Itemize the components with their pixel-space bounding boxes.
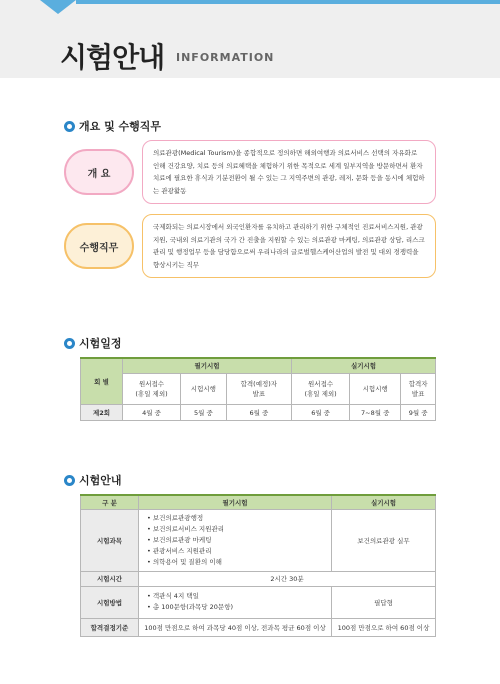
guide-method-written — [139, 586, 332, 618]
header-accent-line — [76, 0, 500, 4]
section-overview-heading — [64, 118, 161, 134]
list-item: • 보건의료관광행정 — [147, 513, 204, 522]
list-item: • 관광서비스 지원관리 — [147, 546, 212, 555]
schedule-cell: 6월 중 — [226, 404, 291, 420]
guide-subjects-written — [139, 509, 332, 571]
list-item: • 의학용어 및 질환의 이해 — [147, 557, 222, 566]
schedule-round: 제2회 — [81, 404, 123, 420]
guide-pass-written: 100점 만점으로 하여 과목당 40점 이상, 전과목 평균 60점 이상 — [139, 618, 332, 636]
overview-text: 의료관광(Medical Tourism)을 종합적으로 정의하면 해외여행과 의료서비스 선택의 자유화로 인해 건강요양, 치료 등의 의료혜택을 체험하기 위한 목적으로 세계 일부지역을 방문하면서 환자치료에 필요한 휴식과 기분전환이 될 수 있는 그 지역주변의 관광, 레저, 문화 등을 동시에 체험하는 관광활동 — [142, 140, 436, 204]
page-title: 시험안내 — [60, 41, 165, 74]
schedule-cell: 9월 중 — [401, 404, 436, 420]
schedule-col-header: 원서접수 (휴일 제외) — [292, 373, 350, 404]
guide-pass-label: 합격결정기준 — [81, 618, 139, 636]
guide-method-practical: 필답형 — [332, 586, 436, 618]
page-subtitle: INFORMATION — [176, 51, 275, 64]
section-schedule-heading — [64, 335, 122, 351]
section-title: 시험일정 — [79, 337, 122, 350]
table-row — [81, 618, 436, 636]
guide-pass-practical: 100점 만점으로 하여 60점 이상 — [332, 618, 436, 636]
list-item: • 객관식 4지 택일 — [147, 592, 199, 600]
overview-badge: 개 요 — [64, 149, 134, 195]
overview-item — [64, 140, 436, 204]
duty-badge: 수행직무 — [64, 223, 134, 269]
schedule-cell: 4월 중 — [123, 404, 181, 420]
section-title: 개요 및 수행직무 — [79, 120, 162, 133]
schedule-col-header: 합격(예정)자 발표 — [226, 373, 291, 404]
schedule-table — [80, 357, 436, 421]
table-row — [81, 571, 436, 586]
guide-practical-header: 실기시험 — [332, 495, 436, 509]
section-title: 시험안내 — [79, 474, 122, 487]
section-bullet-icon — [64, 121, 75, 132]
guide-time-value: 2시간 30분 — [139, 571, 436, 586]
list-item: • 보건의료관광 마케팅 — [147, 535, 212, 544]
guide-method-label: 시험방법 — [81, 586, 139, 618]
schedule-col-header: 원서접수 (휴일 제외) — [123, 373, 181, 404]
list-item: • 보건의료서비스 지원관리 — [147, 524, 225, 533]
header-notch — [40, 0, 76, 14]
guide-category-header: 구 분 — [81, 495, 139, 509]
schedule-col-header: 시험시행 — [181, 373, 227, 404]
section-bullet-icon — [64, 338, 75, 349]
schedule-written-header: 필기시험 — [123, 358, 292, 373]
guide-written-header: 필기시험 — [139, 495, 332, 509]
guide-time-label: 시험시간 — [81, 571, 139, 586]
list-item: • 총 100문항(과목당 20문항) — [147, 603, 234, 611]
schedule-round-header: 회 별 — [81, 358, 123, 404]
duty-text: 국제화되는 의료시장에서 외국인환자를 유치하고 관리하기 위한 구체적인 진료서비스지원, 관광지원, 국내외 의료기관의 국가 간 진출을 지원할 수 있는 의료관광 마케팅, 의료관광 상담, 리스크 관리 및 행정업무 등을 담당함으로써 우리나라의 글로벌헬스케어산업의 발전 및 대외 경쟁력을 향상시키는 직무 — [142, 214, 436, 278]
schedule-cell: 7~8월 중 — [350, 404, 401, 420]
schedule-cell: 5월 중 — [181, 404, 227, 420]
schedule-practical-header: 실기시험 — [292, 358, 436, 373]
guide-table — [80, 494, 436, 637]
table-row — [81, 404, 436, 420]
duty-item — [64, 214, 436, 278]
section-bullet-icon — [64, 475, 75, 486]
table-row — [81, 509, 436, 571]
schedule-cell: 6월 중 — [292, 404, 350, 420]
table-row — [81, 586, 436, 618]
guide-subjects-label: 시험과목 — [81, 509, 139, 571]
section-guide-heading — [64, 472, 122, 488]
schedule-col-header: 합격자 발표 — [401, 373, 436, 404]
guide-subjects-practical: 보건의료관광 실무 — [332, 509, 436, 571]
schedule-col-header: 시험시행 — [350, 373, 401, 404]
